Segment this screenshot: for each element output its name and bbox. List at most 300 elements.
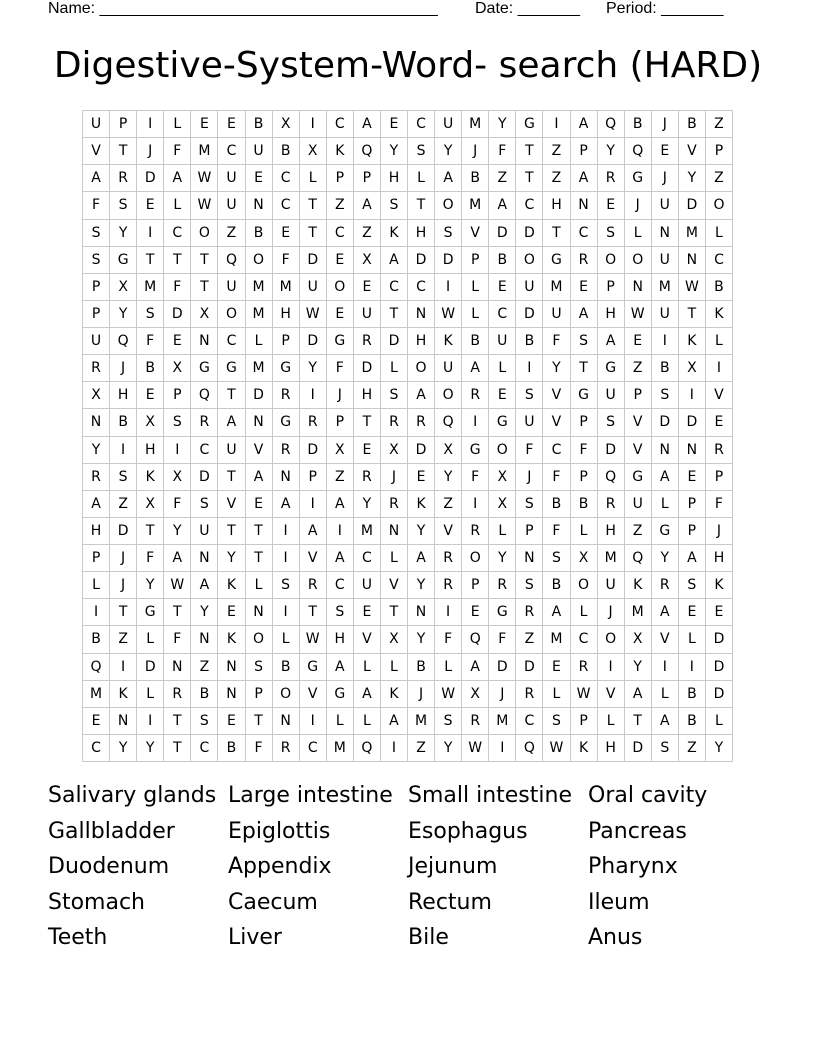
grid-cell: G <box>625 165 652 192</box>
grid-cell: A <box>327 654 354 681</box>
word-list-item: Caecum <box>228 889 318 915</box>
grid-cell: L <box>381 545 408 572</box>
grid-cell: F <box>489 138 516 165</box>
grid-cell: U <box>516 409 543 436</box>
grid-cell: T <box>218 518 245 545</box>
grid-cell: L <box>327 708 354 735</box>
grid-cell: E <box>191 111 218 138</box>
grid-cell: Y <box>435 735 462 762</box>
grid-cell: B <box>137 355 164 382</box>
grid-cell: T <box>164 599 191 626</box>
grid-cell: F <box>164 626 191 653</box>
grid-cell: W <box>679 274 706 301</box>
grid-cell: T <box>137 518 164 545</box>
grid-cell: A <box>598 328 625 355</box>
grid-cell: E <box>137 192 164 219</box>
grid-cell: E <box>679 464 706 491</box>
grid-cell: G <box>273 409 300 436</box>
grid-cell: V <box>652 626 679 653</box>
grid-cell: K <box>218 572 245 599</box>
grid-cell: M <box>598 545 625 572</box>
grid-cell: G <box>110 247 137 274</box>
grid-cell: S <box>191 708 218 735</box>
grid-cell: A <box>408 382 435 409</box>
grid-cell: K <box>435 328 462 355</box>
grid-cell: Z <box>543 165 570 192</box>
grid-cell: S <box>381 192 408 219</box>
grid-cell: A <box>300 518 327 545</box>
grid-cell: M <box>462 111 489 138</box>
grid-cell: G <box>652 518 679 545</box>
worksheet-header <box>48 0 748 22</box>
grid-cell: P <box>679 518 706 545</box>
grid-cell: M <box>462 192 489 219</box>
grid-cell: G <box>489 409 516 436</box>
grid-cell: Y <box>110 735 137 762</box>
word-list-item: Gallbladder <box>48 818 175 844</box>
grid-cell: U <box>598 572 625 599</box>
grid-cell: C <box>218 328 245 355</box>
grid-cell: O <box>625 247 652 274</box>
word-list-item: Jejunum <box>408 854 498 880</box>
grid-cell: L <box>83 572 110 599</box>
grid-cell: S <box>83 220 110 247</box>
grid-cell: T <box>381 599 408 626</box>
grid-cell: E <box>408 464 435 491</box>
grid-cell: D <box>408 247 435 274</box>
grid-cell: N <box>652 220 679 247</box>
grid-cell: T <box>110 599 137 626</box>
grid-cell: P <box>354 165 381 192</box>
grid-cell: N <box>164 654 191 681</box>
grid-cell: F <box>543 328 570 355</box>
word-search-grid <box>82 110 733 762</box>
grid-cell: M <box>625 599 652 626</box>
grid-cell: K <box>706 572 733 599</box>
word-list-item: Esophagus <box>408 818 528 844</box>
grid-cell: T <box>164 247 191 274</box>
grid-cell: F <box>137 328 164 355</box>
grid-cell: E <box>625 328 652 355</box>
grid-cell: Z <box>625 518 652 545</box>
grid-cell: V <box>625 437 652 464</box>
word-list-item: Rectum <box>408 889 492 915</box>
grid-cell: Q <box>83 654 110 681</box>
grid-cell: O <box>598 247 625 274</box>
grid-cell: B <box>489 247 516 274</box>
grid-cell: P <box>300 464 327 491</box>
grid-cell: M <box>543 274 570 301</box>
grid-cell: M <box>543 626 570 653</box>
grid-cell: L <box>164 192 191 219</box>
grid-cell: F <box>489 626 516 653</box>
grid-cell: A <box>83 491 110 518</box>
grid-cell: N <box>110 708 137 735</box>
grid-cell: N <box>246 192 273 219</box>
grid-cell: J <box>625 192 652 219</box>
grid-cell: W <box>300 626 327 653</box>
grid-cell: O <box>435 382 462 409</box>
grid-cell: J <box>137 138 164 165</box>
grid-cell: V <box>300 545 327 572</box>
grid-cell: B <box>246 111 273 138</box>
grid-cell: E <box>218 111 245 138</box>
grid-cell: M <box>679 220 706 247</box>
grid-cell: A <box>625 681 652 708</box>
grid-cell: E <box>83 708 110 735</box>
grid-cell: U <box>598 382 625 409</box>
grid-cell: J <box>706 518 733 545</box>
grid-cell: H <box>83 518 110 545</box>
grid-cell: X <box>137 409 164 436</box>
grid-cell: R <box>164 681 191 708</box>
grid-cell: I <box>137 708 164 735</box>
grid-cell: H <box>381 165 408 192</box>
grid-cell: Y <box>408 572 435 599</box>
grid-cell: I <box>300 708 327 735</box>
grid-cell: R <box>354 328 381 355</box>
grid-cell: U <box>435 355 462 382</box>
grid-cell: O <box>218 301 245 328</box>
grid-cell: L <box>462 301 489 328</box>
grid-cell: Q <box>110 328 137 355</box>
grid-cell: D <box>408 437 435 464</box>
grid-cell: O <box>571 572 598 599</box>
grid-cell: C <box>191 735 218 762</box>
grid-cell: L <box>489 518 516 545</box>
grid-cell: H <box>598 735 625 762</box>
grid-cell: P <box>571 138 598 165</box>
grid-cell: L <box>381 355 408 382</box>
grid-cell: N <box>218 654 245 681</box>
grid-cell: T <box>164 735 191 762</box>
grid-cell: J <box>516 464 543 491</box>
grid-cell: I <box>273 518 300 545</box>
grid-cell: E <box>137 382 164 409</box>
grid-cell: I <box>273 599 300 626</box>
grid-cell: Y <box>137 735 164 762</box>
grid-cell: Q <box>191 382 218 409</box>
grid-cell: G <box>516 111 543 138</box>
grid-cell: O <box>435 192 462 219</box>
grid-cell: R <box>408 409 435 436</box>
grid-cell: D <box>706 654 733 681</box>
grid-cell: Z <box>408 735 435 762</box>
grid-cell: U <box>354 301 381 328</box>
grid-cell: S <box>273 572 300 599</box>
grid-cell: Q <box>625 138 652 165</box>
grid-cell: V <box>462 220 489 247</box>
grid-cell: R <box>354 464 381 491</box>
grid-cell: S <box>652 735 679 762</box>
grid-cell: L <box>354 708 381 735</box>
grid-cell: U <box>218 192 245 219</box>
grid-cell: A <box>462 355 489 382</box>
grid-cell: K <box>706 301 733 328</box>
grid-cell: E <box>246 491 273 518</box>
grid-cell: N <box>625 274 652 301</box>
grid-cell: O <box>516 247 543 274</box>
word-list-item: Salivary glands <box>48 783 217 808</box>
grid-cell: U <box>83 328 110 355</box>
grid-cell: D <box>516 301 543 328</box>
grid-cell: I <box>706 355 733 382</box>
grid-cell: V <box>679 138 706 165</box>
grid-cell: X <box>625 626 652 653</box>
grid-cell: X <box>679 355 706 382</box>
grid-cell: E <box>598 192 625 219</box>
grid-cell: H <box>137 437 164 464</box>
grid-cell: R <box>83 355 110 382</box>
grid-cell: X <box>489 464 516 491</box>
grid-cell: X <box>354 247 381 274</box>
grid-cell: X <box>489 491 516 518</box>
grid-cell: U <box>516 274 543 301</box>
grid-cell: K <box>137 464 164 491</box>
grid-cell: B <box>679 708 706 735</box>
grid-cell: N <box>191 545 218 572</box>
grid-cell: F <box>516 437 543 464</box>
grid-cell: Q <box>462 626 489 653</box>
grid-cell: V <box>381 572 408 599</box>
grid-cell: A <box>571 301 598 328</box>
grid-cell: R <box>516 599 543 626</box>
grid-cell: L <box>435 654 462 681</box>
grid-cell: D <box>516 654 543 681</box>
period-field-label: Period: _______ <box>606 0 724 17</box>
grid-cell: Z <box>706 111 733 138</box>
grid-cell: C <box>300 735 327 762</box>
grid-cell: C <box>273 165 300 192</box>
grid-cell: F <box>164 274 191 301</box>
word-list-item: Bile <box>408 925 449 951</box>
grid-cell: J <box>598 599 625 626</box>
grid-cell: Y <box>706 735 733 762</box>
grid-cell: I <box>462 409 489 436</box>
grid-cell: Y <box>408 626 435 653</box>
grid-cell: F <box>435 626 462 653</box>
grid-cell: V <box>706 382 733 409</box>
grid-cell: U <box>218 437 245 464</box>
grid-cell: X <box>327 437 354 464</box>
grid-cell: P <box>571 708 598 735</box>
grid-cell: D <box>300 437 327 464</box>
grid-cell: D <box>137 654 164 681</box>
grid-cell: H <box>354 382 381 409</box>
grid-cell: Y <box>489 111 516 138</box>
grid-cell: B <box>516 328 543 355</box>
word-list-item: Large intestine <box>228 783 393 808</box>
grid-cell: X <box>110 274 137 301</box>
grid-cell: B <box>462 165 489 192</box>
grid-cell: K <box>381 681 408 708</box>
grid-cell: B <box>679 111 706 138</box>
grid-cell: G <box>327 681 354 708</box>
grid-cell: Y <box>408 518 435 545</box>
grid-cell: N <box>246 409 273 436</box>
grid-cell: P <box>625 382 652 409</box>
grid-cell: T <box>191 274 218 301</box>
grid-cell: V <box>435 518 462 545</box>
grid-cell: D <box>516 220 543 247</box>
grid-cell: F <box>246 735 273 762</box>
grid-cell: K <box>218 626 245 653</box>
grid-cell: I <box>300 111 327 138</box>
grid-cell: O <box>246 626 273 653</box>
grid-cell: R <box>83 464 110 491</box>
grid-cell: R <box>489 572 516 599</box>
grid-cell: C <box>327 111 354 138</box>
grid-cell: H <box>273 301 300 328</box>
grid-cell: W <box>435 301 462 328</box>
grid-cell: E <box>462 599 489 626</box>
grid-cell: D <box>354 355 381 382</box>
grid-cell: U <box>218 274 245 301</box>
grid-cell: K <box>327 138 354 165</box>
grid-cell: R <box>110 165 137 192</box>
grid-cell: Z <box>489 165 516 192</box>
grid-cell: S <box>516 572 543 599</box>
grid-cell: I <box>543 111 570 138</box>
grid-cell: G <box>218 355 245 382</box>
grid-cell: A <box>164 545 191 572</box>
grid-cell: R <box>381 491 408 518</box>
grid-cell: T <box>191 247 218 274</box>
grid-cell: S <box>652 382 679 409</box>
grid-cell: Z <box>625 355 652 382</box>
grid-cell: D <box>164 301 191 328</box>
grid-cell: N <box>408 301 435 328</box>
grid-cell: E <box>354 437 381 464</box>
grid-cell: P <box>462 247 489 274</box>
grid-cell: L <box>137 626 164 653</box>
grid-cell: M <box>246 355 273 382</box>
grid-cell: U <box>246 138 273 165</box>
grid-cell: O <box>191 220 218 247</box>
grid-cell: T <box>625 708 652 735</box>
grid-cell: D <box>381 328 408 355</box>
word-list-item: Duodenum <box>48 854 170 880</box>
grid-cell: F <box>543 518 570 545</box>
grid-cell: L <box>598 708 625 735</box>
grid-cell: M <box>489 708 516 735</box>
grid-cell: D <box>300 247 327 274</box>
grid-cell: Z <box>218 220 245 247</box>
grid-cell: A <box>652 599 679 626</box>
grid-cell: L <box>706 220 733 247</box>
grid-cell: A <box>191 572 218 599</box>
grid-cell: U <box>354 572 381 599</box>
word-list-item: Anus <box>588 925 643 951</box>
grid-cell: N <box>83 409 110 436</box>
grid-cell: J <box>110 545 137 572</box>
grid-cell: I <box>516 355 543 382</box>
grid-cell: H <box>110 382 137 409</box>
grid-cell: S <box>327 599 354 626</box>
grid-cell: G <box>273 355 300 382</box>
grid-cell: A <box>381 708 408 735</box>
grid-cell: S <box>435 708 462 735</box>
grid-cell: J <box>489 681 516 708</box>
grid-cell: I <box>679 654 706 681</box>
grid-cell: Y <box>625 654 652 681</box>
grid-cell: L <box>489 355 516 382</box>
grid-cell: P <box>83 274 110 301</box>
grid-cell: W <box>462 735 489 762</box>
grid-cell: A <box>435 165 462 192</box>
word-list-item: Epiglottis <box>228 818 331 844</box>
grid-cell: Y <box>83 437 110 464</box>
grid-cell: A <box>543 599 570 626</box>
grid-cell: J <box>110 572 137 599</box>
grid-cell: M <box>327 735 354 762</box>
grid-cell: C <box>516 192 543 219</box>
grid-cell: R <box>300 572 327 599</box>
grid-cell: R <box>571 654 598 681</box>
grid-cell: O <box>598 626 625 653</box>
grid-cell: C <box>408 274 435 301</box>
grid-cell: C <box>191 437 218 464</box>
grid-cell: B <box>246 220 273 247</box>
grid-cell: F <box>137 545 164 572</box>
grid-cell: Y <box>218 545 245 572</box>
grid-cell: C <box>83 735 110 762</box>
grid-cell: F <box>164 138 191 165</box>
grid-cell: V <box>543 382 570 409</box>
grid-cell: L <box>706 708 733 735</box>
grid-cell: L <box>381 654 408 681</box>
grid-cell: M <box>83 681 110 708</box>
grid-cell: I <box>110 654 137 681</box>
grid-cell: A <box>273 491 300 518</box>
grid-cell: W <box>435 681 462 708</box>
grid-cell: L <box>408 165 435 192</box>
grid-cell: H <box>408 328 435 355</box>
grid-cell: O <box>489 437 516 464</box>
grid-cell: J <box>462 138 489 165</box>
grid-cell: T <box>164 708 191 735</box>
grid-cell: C <box>273 192 300 219</box>
word-list-item: Ileum <box>588 889 650 915</box>
grid-cell: E <box>354 599 381 626</box>
word-list-item: Liver <box>228 925 282 951</box>
grid-cell: C <box>571 220 598 247</box>
date-field-label: Date: _______ <box>475 0 580 17</box>
grid-cell: R <box>598 165 625 192</box>
grid-cell: Z <box>327 464 354 491</box>
grid-cell: W <box>191 165 218 192</box>
grid-cell: X <box>83 382 110 409</box>
grid-cell: S <box>381 382 408 409</box>
grid-cell: E <box>489 274 516 301</box>
grid-cell: A <box>408 545 435 572</box>
grid-cell: Y <box>679 165 706 192</box>
grid-cell: W <box>543 735 570 762</box>
grid-cell: Z <box>110 491 137 518</box>
word-list-item: Pancreas <box>588 818 687 844</box>
grid-cell: R <box>462 382 489 409</box>
grid-cell: Y <box>543 355 570 382</box>
grid-cell: E <box>489 382 516 409</box>
grid-cell: O <box>408 355 435 382</box>
grid-cell: N <box>273 708 300 735</box>
grid-cell: X <box>191 301 218 328</box>
grid-cell: K <box>381 220 408 247</box>
grid-cell: I <box>679 382 706 409</box>
grid-cell: R <box>598 491 625 518</box>
grid-cell: A <box>652 464 679 491</box>
grid-cell: A <box>571 111 598 138</box>
